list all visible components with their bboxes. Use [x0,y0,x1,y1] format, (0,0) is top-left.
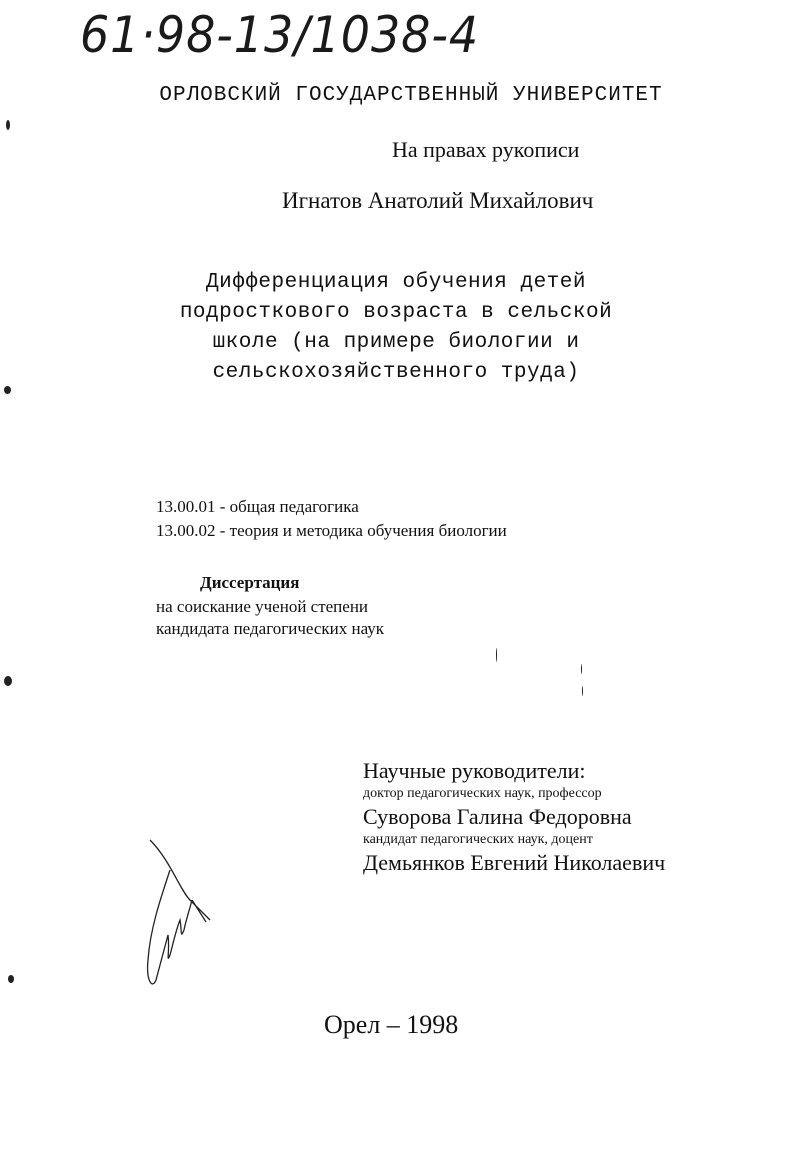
supervisor-1-title: доктор педагогических наук, профессор [363,786,602,801]
scan-speck [582,686,583,696]
author-name: Игнатов Анатолий Михайлович [282,188,594,213]
title-line: подросткового возраста в сельской [179,301,613,324]
city-year: Орел – 1998 [324,1010,459,1039]
dissertation-label: Диссертация [200,573,300,592]
signature-mark [130,830,220,1000]
scan-speck [6,120,10,130]
specialty-line: 13.00.01 - общая педагогика [156,497,359,516]
supervisor-2-title: кандидат педагогических наук, доцент [363,832,593,847]
degree-line: на соискание ученой степени [156,597,369,616]
specialty-line: 13.00.02 - теория и методика обучения биологии [156,521,507,540]
university-name: ОРЛОВСКИЙ ГОСУДАРСТВЕННЫЙ УНИВЕРСИТЕТ [159,84,663,107]
degree-statement [156,596,384,640]
supervisor-1-name: Суворова Галина Федоровна [363,804,632,829]
title-line: сельскохозяйственного труда) [212,361,580,384]
scan-speck [496,648,497,662]
title-line: Дифференциация обучения детей [206,271,586,294]
archive-number: 61·98-13/1038-4 [80,6,480,64]
manuscript-note: На правах рукописи [392,137,580,162]
scan-speck [4,676,12,686]
scan-speck [8,975,14,983]
dissertation-title [0,268,792,388]
supervisors-block [363,758,665,876]
title-line: школе (на примере биологии и [212,331,580,354]
supervisor-2-name: Демьянков Евгений Николаевич [363,850,666,875]
specialty-codes [156,495,507,543]
scan-speck [4,386,11,394]
degree-line: кандидата педагогических наук [156,619,385,638]
scan-speck [581,664,582,674]
supervisors-heading: Научные руководители: [363,758,586,783]
